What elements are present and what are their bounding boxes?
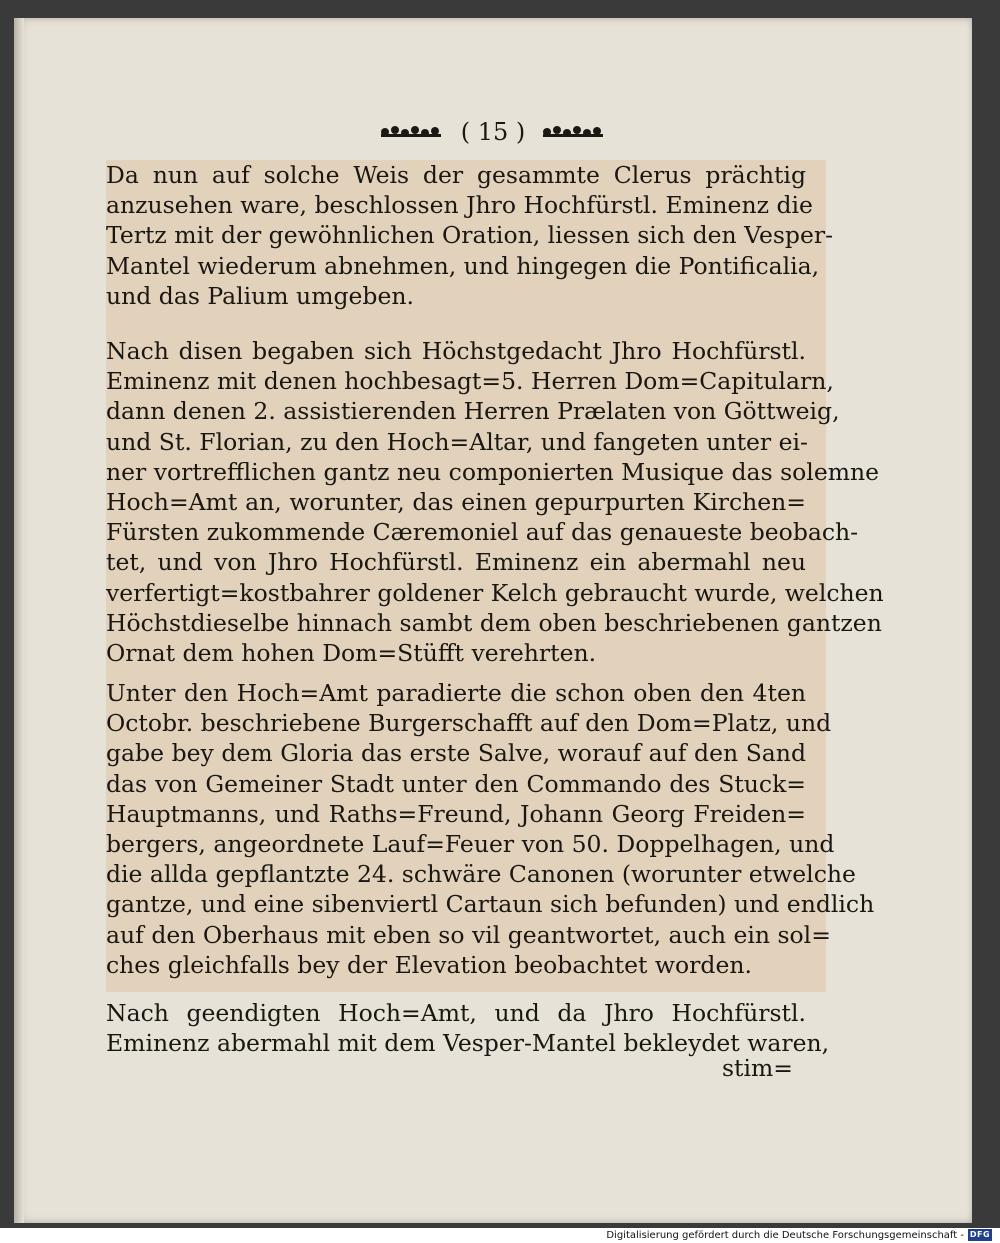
text-line: Tertz mit der gewöhnlichen Oration, liessen sich den Vesper- <box>106 221 834 250</box>
text-line: Mantel wiederum abnehmen, und hingegen die Pontificalia, <box>106 251 820 280</box>
text-line: ches gleichfalls bey der Elevation beobachtet worden. <box>106 950 752 979</box>
page-header <box>14 118 972 146</box>
text-line: Octobr. beschriebene Burgerschafft auf den Dom=Platz, und <box>106 709 832 738</box>
text-line: Nach geendigten Hoch=Amt, und da Jhro Hochfürstl. <box>106 999 806 1027</box>
text-line: dann denen 2. assistierenden Herren Prælaten von Göttweig, <box>106 397 840 426</box>
text-line: und St. Florian, zu den Hoch=Altar, und fangeten unter ei- <box>106 427 808 456</box>
text-line: das von Gemeiner Stadt unter den Commando des Stuck= <box>106 769 806 798</box>
text-line: Hoch=Amt an, worunter, das einen gepurpurten Kirchen= <box>106 488 806 517</box>
text-line: gabe bey dem Gloria das erste Salve, worauf auf den Sand <box>106 739 806 768</box>
text-line: Nach disen begaben sich Höchstgedacht Jhro Hochfürstl. <box>106 337 806 365</box>
text-line: und das Palium umgeben. <box>106 281 414 310</box>
printer-ornament-left <box>379 122 445 142</box>
paragraph-4 <box>106 998 830 1058</box>
funding-credit: Digitalisierung gefördert durch die Deutsche Forschungsgemeinschaft - <box>606 1230 964 1241</box>
digitization-footer <box>0 1228 1000 1243</box>
page-gutter <box>14 18 24 1223</box>
text-line: ner vortrefflichen gantz neu componierten Musique das solemne <box>106 457 880 486</box>
text-line: Hauptmanns, und Raths=Freund, Johann Georg Freiden= <box>106 799 806 828</box>
printer-ornament-right <box>541 122 607 142</box>
catchword: stim= <box>722 1054 793 1082</box>
paragraph-3 <box>106 678 875 980</box>
text-line: auf den Oberhaus mit eben so vil geantwortet, auch ein sol= <box>106 920 831 949</box>
text-line: Eminenz abermahl mit dem Vesper-Mantel bekleydet waren, <box>106 1029 830 1058</box>
text-line: gantze, und eine sibenviertl Cartaun sich befunden) und endlich <box>106 890 875 919</box>
text-line: bergers, angeordnete Lauf=Feuer von 50. Doppelhagen, und <box>106 830 835 859</box>
text-line: anzusehen ware, beschlossen Jhro Hochfürstl. Eminenz die <box>106 191 813 220</box>
text-line: Da nun auf solche Weis der gesammte Clerus prächtig <box>106 161 806 189</box>
text-line: Fürsten zukommende Cæremoniel auf das genaueste beobach- <box>106 518 859 547</box>
text-line: die allda gepflantzte 24. schwäre Canonen (worunter etwelche <box>106 860 856 889</box>
text-line: verfertigt=kostbahrer goldener Kelch gebraucht wurde, welchen <box>106 578 884 607</box>
text-line: Unter den Hoch=Amt paradierte die schon oben den 4ten <box>106 679 806 707</box>
text-line: Höchstdieselbe hinnach sambt dem oben beschriebenen gantzen <box>106 608 882 637</box>
paragraph-1 <box>106 160 834 311</box>
page-number: ( 15 ) <box>460 118 526 146</box>
paragraph-2 <box>106 336 884 668</box>
dfg-logo: DFG <box>969 1230 991 1239</box>
text-line: Eminenz mit denen hochbesagt=5. Herren Dom=Capitularn, <box>106 367 834 396</box>
text-line: Ornat dem hohen Dom=Stüfft verehrten. <box>106 639 597 668</box>
text-line: tet, und von Jhro Hochfürstl. Eminenz ein abermahl neu <box>106 548 806 577</box>
